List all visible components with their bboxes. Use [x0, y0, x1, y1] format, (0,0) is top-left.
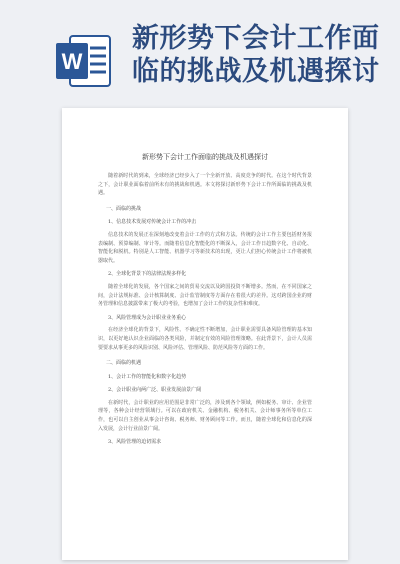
- subheading-digital-trend: 1、会计工作的智能化和数字化趋势: [108, 373, 187, 380]
- document-title: 新形势下会计工作面临的挑战及机遇探讨: [142, 153, 268, 161]
- subheading-tech-impact: 1、信息技术发展对传统会计工作的冲击: [108, 219, 197, 226]
- paragraph-tech-impact: 信息技术的发展正在深刻地改变着会计工作的方式和方法。传统的会计工作主要包括财务报表编制、预算编制、审计等。而随着信息化智能化的不断深入，会计工作日趋数字化、自动化、智能化和脱机。特别是人工智能、机器学习等新技术的出现，更让人们担心传统会计工作将被机器取代。: [98, 231, 312, 264]
- subheading-globalization: 2、全球化背景下的法律法规多样化: [108, 271, 187, 278]
- intro-paragraph: 随着新时代的到来，全球经济已经步入了一个全新开放、高度竞争的时代。在这个时代背景之下，会计职业面临着前所未有的挑战和机遇。本文将探讨新形势下会计工作所面临的挑战及机遇。: [98, 173, 312, 197]
- banner-title: 新形势下会计工作面临的挑战及机遇探讨: [132, 23, 380, 87]
- section-heading-challenges: 一、面临的挑战: [106, 205, 142, 212]
- section-heading-opportunities: 二、面临的机遇: [106, 360, 142, 367]
- paragraph-globalization: 随着全球化的发展，各个国家之间的贸易交流以及跨国投资不断增多。然而，在不同国家之间，会计法规标准、会计核算制度、会计监管制度等方面存在着很大的差异。这对跨国企业的财务管理和信息披露带来了极大的考验，也增加了会计工作的复杂性和难度。: [98, 283, 312, 308]
- document-body: [62, 172, 348, 447]
- paragraph-career-prospects: 在新时代，会计职业的应用范围是非常广泛的，涉及到各个领域，例如税务、审计、企业管理等，各种会计经营领域行。可以在政府机关、金融机构、税务机关、会计师事务所等单位工作，也可以自主创业从事会计咨询、税务师、财务顾问等工作。而且，随着全球化和信息化的深入发展，会计行业前景广阔。: [98, 399, 312, 432]
- svg-text:W: W: [61, 49, 83, 74]
- paragraph-risk-management: 在经济全球化的背景下，风险性、不确定性不断增加，会计职业需要具备风险管理的基本知识，以更好地认识企业面临的各类风险，并制定有效的风险管理策略。在此背景下，会计人员需要要求从事更多的风险识别、风险评估、管理风险、防范风险等方面的工作。: [98, 327, 312, 351]
- document-page: [62, 108, 348, 560]
- subheading-risk-management: 3、风险管理成为会计职业业务重心: [108, 314, 187, 321]
- subheading-career-prospects: 2、会计职业向两广泛、职业发展前景广阔: [108, 387, 202, 394]
- word-document-icon: [56, 34, 112, 88]
- banner: [0, 0, 400, 100]
- subheading-risk-demand: 3、风险管理的迫切需求: [108, 439, 162, 446]
